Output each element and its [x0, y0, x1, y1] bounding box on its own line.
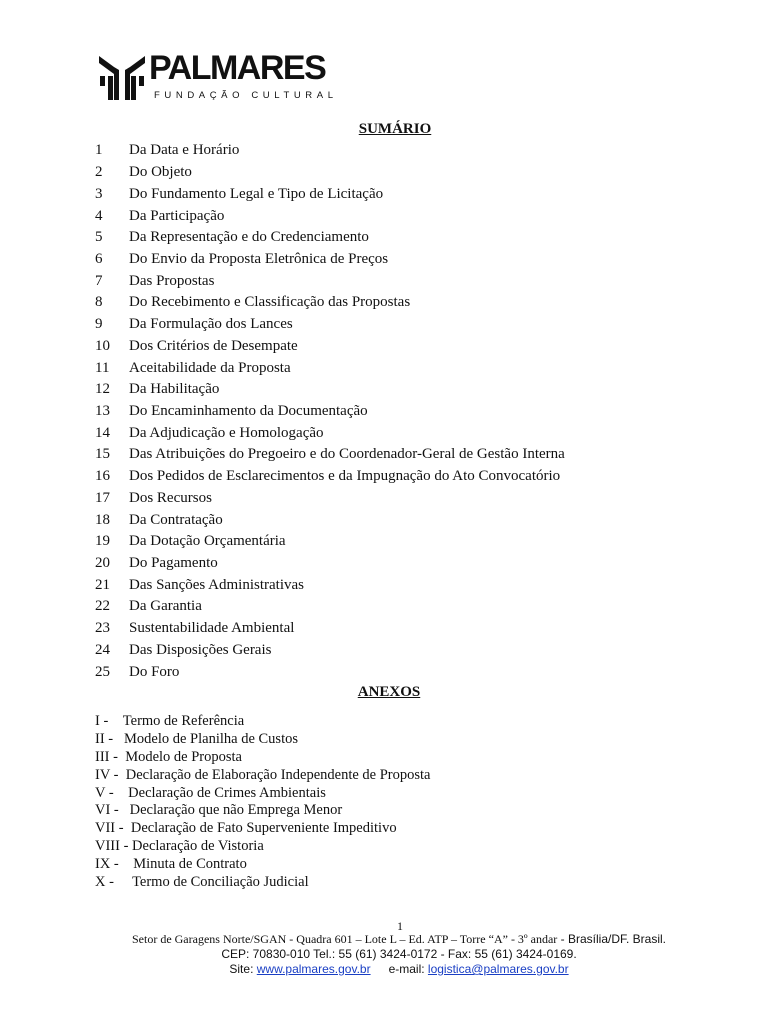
summary-item-number: 15: [95, 446, 110, 463]
annex-item-number: VI -: [95, 802, 130, 819]
annex-item: [95, 749, 431, 767]
summary-item: [95, 574, 565, 596]
summary-item-label: Sustentabilidade Ambiental: [129, 620, 295, 637]
summary-item-number: 14: [95, 424, 110, 441]
email-link[interactable]: logistica@palmares.gov.br: [427, 962, 569, 976]
summary-item-number: 10: [95, 337, 110, 354]
summary-item-label: Das Propostas: [129, 272, 215, 289]
summary-item-label: Da Participação: [129, 207, 225, 224]
summary-item: [95, 357, 565, 379]
summary-item: [95, 227, 565, 249]
annex-item-label: Declaração de Vistoria: [132, 837, 264, 854]
summary-item-number: 2: [95, 164, 103, 181]
logo-subtitle: FUNDAÇÃO CULTURAL: [154, 90, 338, 101]
summary-item-number: 21: [95, 576, 110, 593]
footer-web: [0, 962, 770, 977]
summary-item-label: Da Adjudicação e Homologação: [129, 424, 324, 441]
annex-item-label: Declaração de Fato Superveniente Impeditivo: [130, 820, 397, 837]
summary-item: [95, 249, 565, 271]
annex-item: [95, 731, 431, 749]
annex-item-label: Termo de Conciliação Judicial: [132, 873, 309, 890]
annex-item-number: VII -: [95, 820, 131, 837]
palmares-logo: [97, 49, 338, 106]
summary-item-number: 22: [95, 598, 110, 615]
summary-item-label: Do Encaminhamento da Documentação: [129, 402, 368, 419]
summary-item-label: Das Disposições Gerais: [129, 641, 272, 658]
annex-item-label: Declaração de Crimes Ambientais: [128, 784, 326, 801]
annex-item-number: IX -: [95, 855, 134, 872]
annex-item-label: Modelo de Proposta: [125, 748, 242, 765]
summary-item-label: Da Formulação dos Lances: [129, 316, 293, 333]
annex-item-number: II -: [95, 731, 124, 748]
summary-item-number: 5: [95, 229, 103, 246]
footer-site-label: Site:: [229, 962, 257, 976]
summary-item-number: 11: [95, 359, 110, 376]
footer-address-text: Setor de Garagens Norte/SGAN - Quadra 601 – Lote L – Ed. ATP – Torre “A” - 3º andar: [131, 932, 558, 946]
annex-item-label: Declaração de Elaboração Independente de Proposta: [125, 766, 431, 783]
summary-item: [95, 401, 565, 423]
summary-item-label: Da Garantia: [129, 598, 202, 615]
summary-item-number: 16: [95, 468, 110, 485]
annex-item: [95, 855, 431, 873]
annex-item: [95, 873, 431, 891]
summary-item: [95, 379, 565, 401]
annex-item-number: V -: [95, 784, 129, 801]
summary-item-number: 19: [95, 533, 110, 550]
annex-item-number: III -: [95, 748, 126, 765]
annex-item-number: I -: [95, 713, 123, 730]
summary-item-number: 20: [95, 555, 110, 572]
summary-item-label: Dos Critérios de Desempate: [129, 337, 298, 354]
summary-item: [95, 618, 565, 640]
summary-item-number: 12: [95, 381, 110, 398]
summary-item: [95, 509, 565, 531]
summary-item-label: Do Fundamento Legal e Tipo de Licitação: [129, 185, 384, 202]
annexes-list: [95, 713, 431, 891]
summary-item-number: 4: [95, 207, 103, 224]
summary-item-number: 6: [95, 250, 103, 267]
summary-title: SUMÁRIO: [358, 121, 432, 137]
summary-item: [95, 270, 565, 292]
summary-item: [95, 596, 565, 618]
summary-item-number: 8: [95, 294, 103, 311]
annex-item: [95, 713, 431, 731]
annex-item-label: Modelo de Planilha de Custos: [124, 731, 298, 748]
annexes-title: ANEXOS: [357, 684, 421, 700]
summary-item-number: 25: [95, 663, 110, 680]
summary-item-label: Das Atribuições do Pregoeiro e do Coordenador-Geral de Gestão Interna: [129, 446, 565, 463]
summary-item-label: Do Objeto: [129, 164, 192, 181]
footer-address-city: - Brasília/DF. Brasil.: [557, 932, 666, 946]
summary-item: [95, 640, 565, 662]
annex-item-number: X -: [95, 873, 133, 890]
summary-item: [95, 314, 565, 336]
summary-item-label: Das Sanções Administrativas: [129, 576, 304, 593]
summary-item-label: Da Representação e do Credenciamento: [129, 229, 369, 246]
palmares-logo-mark-icon: [97, 52, 147, 100]
annex-item: [95, 820, 431, 838]
site-link[interactable]: www.palmares.gov.br: [256, 962, 371, 976]
footer-contact: CEP: 70830-010 Tel.: 55 (61) 3424-0172 - Fax: 55 (61) 3424-0169.: [221, 947, 577, 961]
summary-item-label: Aceitabilidade da Proposta: [129, 359, 291, 376]
summary-item: [95, 140, 565, 162]
summary-item-label: Da Dotação Orçamentária: [129, 533, 286, 550]
summary-item: [95, 183, 565, 205]
summary-item: [95, 205, 565, 227]
annex-item: [95, 838, 431, 856]
summary-item-number: 18: [95, 511, 110, 528]
summary-item-label: Dos Pedidos de Esclarecimentos e da Impugnação do Ato Convocatório: [129, 468, 561, 485]
summary-item: [95, 553, 565, 575]
page-number: 1: [397, 919, 403, 933]
summary-item-number: 24: [95, 641, 110, 658]
summary-item-number: 3: [95, 185, 103, 202]
summary-item-label: Da Habilitação: [129, 381, 220, 398]
summary-item-label: Do Envio da Proposta Eletrônica de Preços: [129, 250, 389, 267]
summary-item-number: 17: [95, 489, 110, 506]
summary-item-number: 13: [95, 402, 110, 419]
summary-item-number: 23: [95, 620, 110, 637]
footer-address: [0, 932, 770, 947]
summary-item: [95, 292, 565, 314]
annex-item: [95, 784, 431, 802]
summary-item: [95, 661, 565, 683]
footer-email-label: e-mail:: [388, 962, 428, 976]
summary-item-label: Dos Recursos: [129, 489, 212, 506]
summary-item-label: Do Foro: [129, 663, 180, 680]
summary-item: [95, 162, 565, 184]
summary-item: [95, 531, 565, 553]
summary-item-number: 1: [95, 142, 103, 159]
summary-item: [95, 422, 565, 444]
summary-item: [95, 335, 565, 357]
summary-item: [95, 466, 565, 488]
summary-item-label: Do Recebimento e Classificação das Propostas: [129, 294, 411, 311]
summary-list: [95, 140, 565, 683]
summary-item-number: 9: [95, 316, 103, 333]
annex-item-label: Termo de Referência: [122, 713, 245, 730]
summary-item-label: Do Pagamento: [129, 555, 218, 572]
summary-item: [95, 488, 565, 510]
summary-item: [95, 444, 565, 466]
annex-item: [95, 766, 431, 784]
annex-item-number: VIII -: [95, 837, 133, 854]
annex-item: [95, 802, 431, 820]
annex-item-number: IV -: [95, 766, 126, 783]
summary-item-label: Da Data e Horário: [129, 142, 240, 159]
annex-item-label: Declaração que não Emprega Menor: [129, 802, 343, 819]
summary-item-label: Da Contratação: [129, 511, 223, 528]
logo-name: PALMARES: [149, 49, 326, 87]
annex-item-label: Minuta de Contrato: [133, 855, 247, 872]
summary-item-number: 7: [95, 272, 103, 289]
